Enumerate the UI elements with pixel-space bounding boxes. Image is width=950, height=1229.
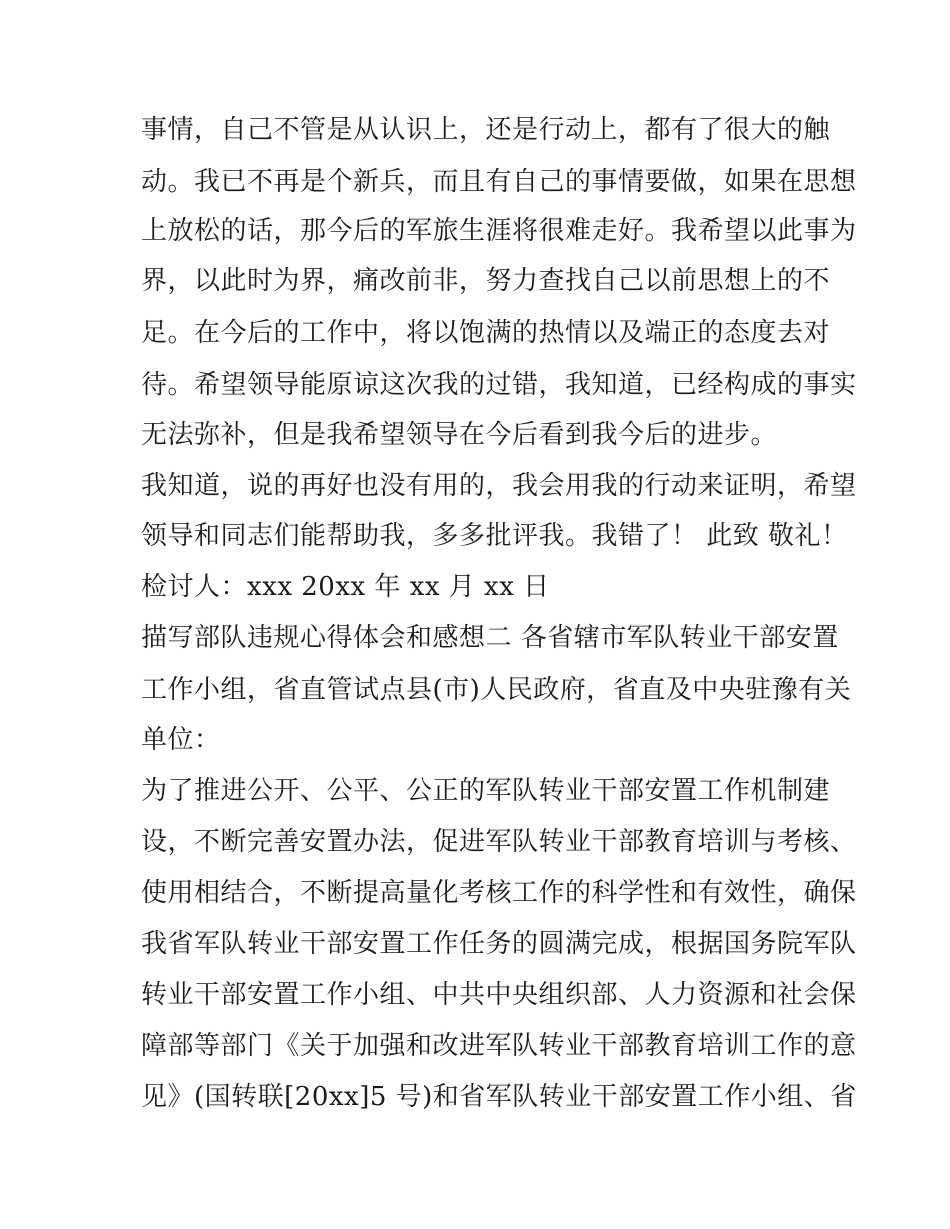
paragraph-line: 足。在今后的工作中，将以饱满的热情以及端正的态度去对 [141,318,831,348]
paragraph-line: 障部等部门《关于加强和改进军队转业干部教育培训工作的意 [141,1031,857,1061]
paragraph-line: 无法弥补，但是我希望领导在今后看到我今后的进步。 [141,420,778,450]
paragraph-line: 上放松的话，那今后的军旅生涯将很难走好。我希望以此事为 [141,216,857,246]
paragraph-line: 工作小组，省直管试点县(市)人民政府，省直及中央驻豫有关 [141,675,852,705]
paragraph-line: 使用相结合，不断提高量化考核工作的科学性和有效性，确保 [141,878,857,908]
paragraph-line: 待。希望领导能原谅这次我的过错，我知道，已经构成的事实 [141,370,857,400]
paragraph-line: 设，不断完善安置办法，促进军队转业干部教育培训与考核、 [141,827,857,857]
paragraph-line: 见》(国转联[20xx]5 号)和省军队转业干部安置工作小组、省 [141,1082,857,1112]
paragraph-line: 我省军队转业干部安置工作任务的圆满完成，根据国务院军队 [141,929,857,959]
paragraph-line: 事情，自己不管是从认识上，还是行动上，都有了很大的触 [141,115,831,145]
paragraph-line: 转业干部安置工作小组、中共中央组织部、人力资源和社会保 [141,980,857,1010]
paragraph-line: 为了推进公开、公平、公正的军队转业干部安置工作机制建 [141,776,831,806]
paragraph-line: 我知道，说的再好也没有用的，我会用我的行动来证明，希望 [141,471,857,501]
paragraph-line: 单位： [141,725,221,755]
paragraph-line: 界，以此时为界，痛改前非，努力查找自己以前思想上的不 [141,266,831,296]
paragraph-line: 描写部队违规心得体会和感想二 各省辖市军队转业干部安置 [141,623,839,653]
signature-line: 检讨人：xxx 20xx 年 xx 月 xx 日 [141,572,550,602]
paragraph-line: 领导和同志们能帮助我，多多批评我。我错了！ 此致 敬礼！ [141,521,848,551]
paragraph-line: 动。我已不再是个新兵，而且有自己的事情要做，如果在思想 [141,167,857,197]
